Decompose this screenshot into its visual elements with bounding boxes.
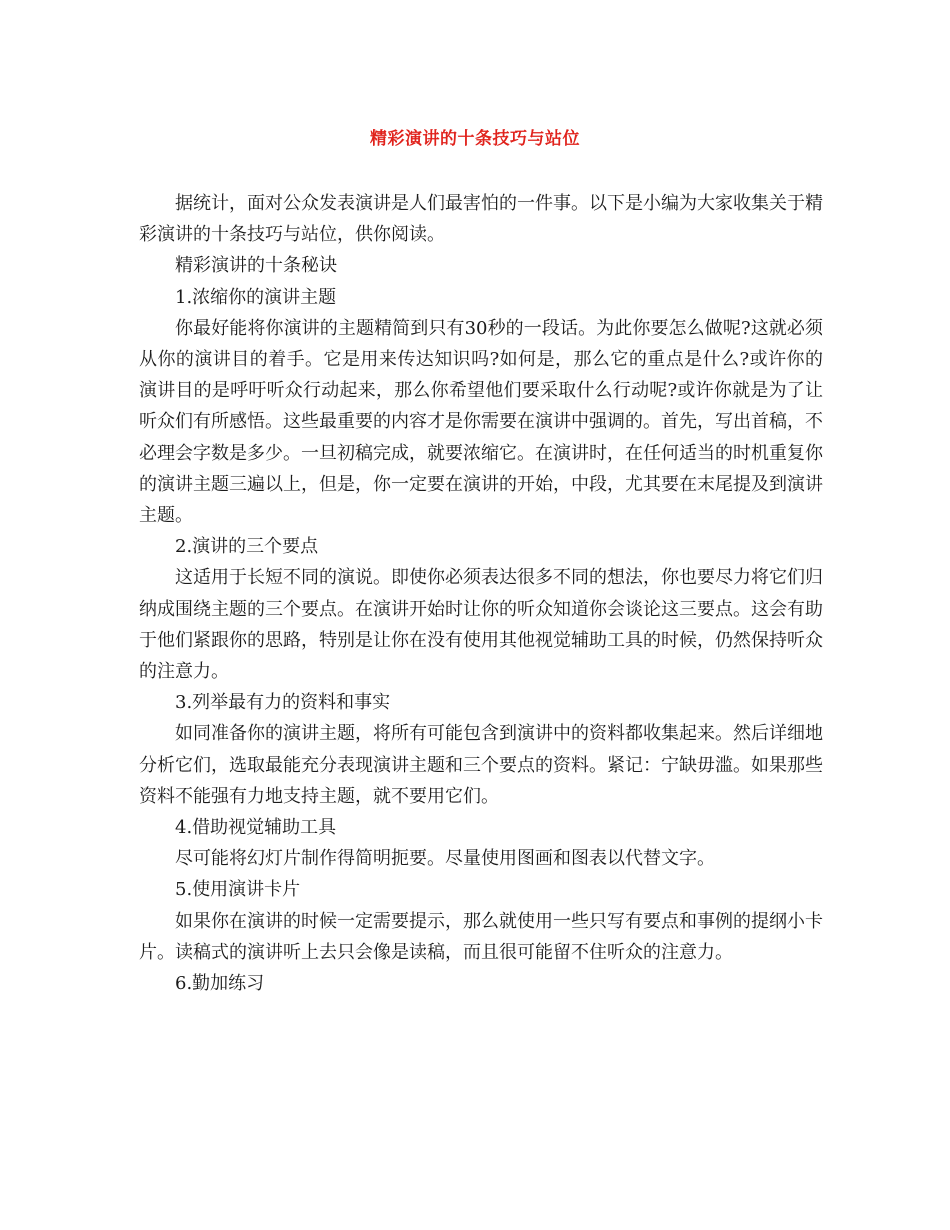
paragraph: 这适用于长短不同的演说。即使你必须表达很多不同的想法，你也要尽力将它们归纳成围绕主题的三个要点。在演讲开始时让你的听众知道你会谈论这三要点。这会有助于他们紧跟你的思路，特别是让你在没有使用其他视觉辅助工具的时候，仍然保持听众的注意力。 [139, 567, 823, 683]
document-title: 精彩演讲的十条技巧与站位 [370, 129, 580, 149]
section-heading: 2.演讲的三个要点 [175, 536, 319, 558]
paragraph: 据统计，面对公众发表演讲是人们最害怕的一件事。以下是小编为大家收集关于精彩演讲的十条技巧与站位，供你阅读。 [139, 193, 823, 246]
section-heading: 精彩演讲的十条秘诀 [175, 255, 337, 277]
section-heading: 5.使用演讲卡片 [175, 879, 301, 901]
section-heading: 6.勤加练习 [175, 973, 265, 995]
section-heading: 3.列举最有力的资料和事实 [175, 692, 391, 714]
section-heading: 1.浓缩你的演讲主题 [175, 286, 337, 308]
section-heading: 4.借助视觉辅助工具 [175, 817, 337, 839]
paragraph: 尽可能将幻灯片制作得简明扼要。尽量使用图画和图表以代替文字。 [175, 848, 715, 870]
paragraph: 如同准备你的演讲主题，将所有可能包含到演讲中的资料都收集起来。然后详细地分析它们，选取最能充分表现演讲主题和三个要点的资料。紧记：宁缺毋滥。如果那些资料不能强有力地支持主题，就不要用它们。 [139, 723, 823, 807]
paragraph: 你最好能将你演讲的主题精简到只有30秒的一段话。为此你要怎么做呢?这就必须从你的演讲目的着手。它是用来传达知识吗?如何是，那么它的重点是什么?或许你的演讲目的是呼吁听众行动起来，那么你希望他们要采取什么行动呢?或许你就是为了让听众们有所感悟。这些最重要的内容才是你需要在演讲中强调的。首先，写出首稿，不必理会字数是多少。一旦初稿完成，就要浓缩它。在演讲时，在任何适当的时机重复你的演讲主题三遍以上，但是，你一定要在演讲的开始，中段，尤其要在末尾提及到演讲主题。 [139, 317, 823, 527]
paragraph: 如果你在演讲的时候一定需要提示，那么就使用一些只写有要点和事例的提纲小卡片。读稿式的演讲听上去只会像是读稿，而且很可能留不住听众的注意力。 [139, 910, 823, 963]
document-body [139, 188, 823, 999]
